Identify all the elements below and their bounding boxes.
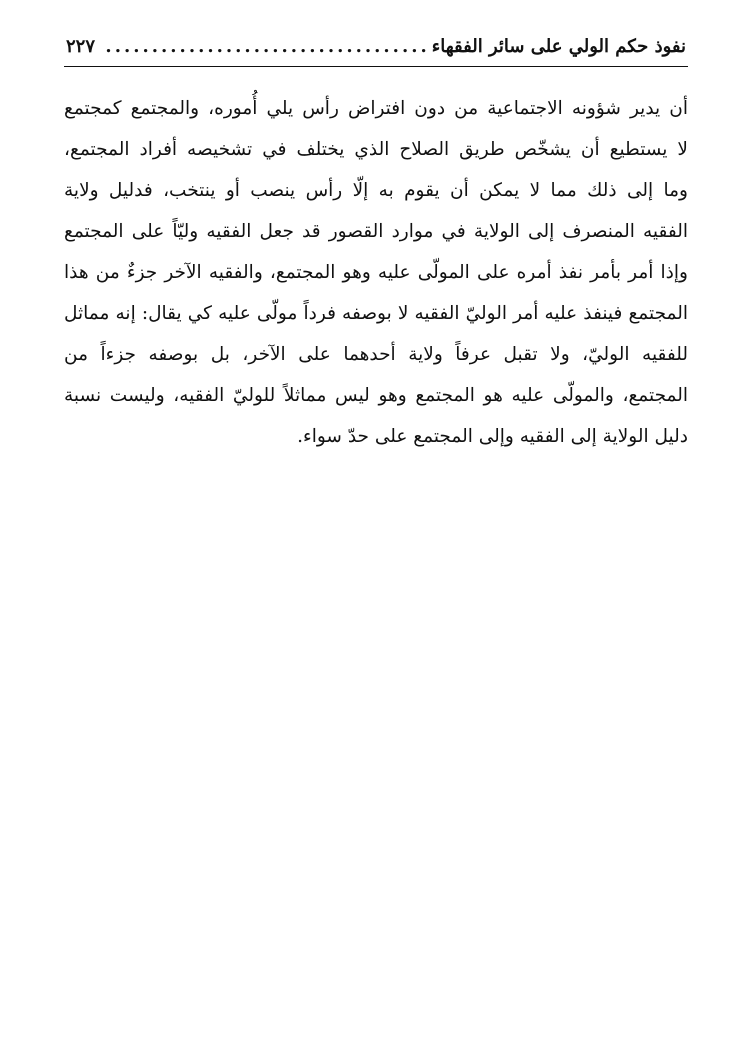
header-leader-dots: ...................................	[105, 35, 430, 57]
header-title: نفوذ حكم الولي على سائر الفقهاء	[431, 35, 686, 57]
body-text	[64, 88, 688, 457]
text-line: أن يدير شؤونه الاجتماعية من دون افتراض رأس يلي أُموره، والمجتمع كمجتمع	[64, 98, 688, 119]
text-line: وما إلى ذلك مما لا يمكن أن يقوم به إلّا رأس ينصب أو ينتخب، فدليل ولاية	[64, 180, 688, 201]
text-line: لا يستطيع أن يشخّص طريق الصلاح الذي يختلف في تشخيصه أفراد المجتمع،	[64, 139, 688, 160]
running-header	[66, 30, 686, 62]
page-number: ٢٢٧	[66, 35, 96, 57]
text-line: المجتمع، والمولّى عليه هو المجتمع وهو ليس مماثلاً للوليّ الفقيه، وليست نسبة	[64, 385, 688, 406]
text-line: الفقيه المنصرف إلى الولاية في موارد القصور قد جعل الفقيه وليّاً على المجتمع	[64, 221, 688, 242]
header-rule	[64, 66, 688, 67]
text-line: المجتمع فينفذ عليه أمر الوليّ الفقيه لا بوصفه فرداً مولّى عليه كي يقال: إنه مماثل	[64, 303, 688, 324]
text-line: دليل الولاية إلى الفقيه وإلى المجتمع على حدّ سواء.	[297, 426, 688, 447]
text-line: للفقيه الوليّ، ولا تقبل عرفاً ولاية أحدهما على الآخر، بل بوصفه جزءاً من	[64, 344, 688, 365]
text-line: وإذا أمر بأمر نفذ أمره على المولّى عليه وهو المجتمع، والفقيه الآخر جزءٌ من هذا	[64, 262, 688, 283]
